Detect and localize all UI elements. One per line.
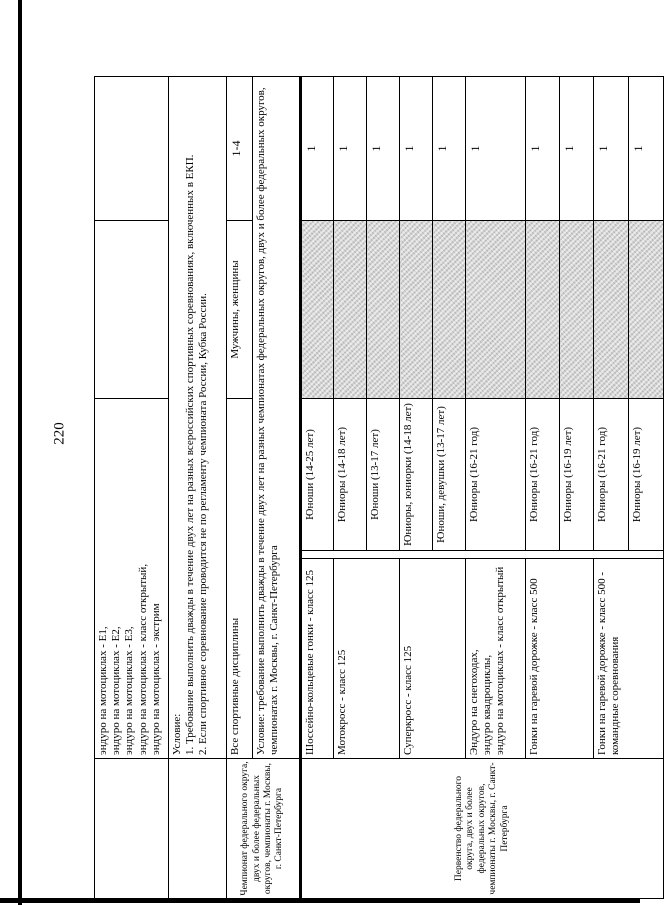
label-cell: [95, 759, 169, 899]
discipline-line: эндуро на мотоциклах - Е3,: [123, 626, 136, 755]
group-cell: Юниоры (16-21 год): [594, 398, 629, 550]
shaded-cell: [594, 220, 629, 398]
discipline-cell: Гонки на гаревой дорожке - класс 500 - командные соревнования: [594, 559, 664, 759]
places-cell: 1: [560, 76, 594, 220]
places-cell: 1: [629, 76, 664, 220]
discipline-cell: Суперкросс - класс 125: [400, 559, 466, 759]
shaded-cell: [334, 220, 367, 398]
championship-label: Чемпионат федерального округа, двух и более федеральных округов, чемпионаты г. Москвы, г. Санкт-Петербурга: [227, 759, 301, 899]
group-cell: Юниоры (16-21 год): [526, 398, 560, 550]
condition-cell: [169, 76, 227, 758]
label-cell: [169, 759, 227, 899]
group-cell: [95, 220, 169, 398]
table-row: [227, 76, 253, 898]
discipline-cell: Шоссейно-кольцевые гонки - класс 125: [301, 559, 334, 759]
group-cell: Мужчины, женщины: [227, 220, 253, 398]
discipline-cell: Все спортивные дисциплины: [227, 398, 253, 758]
group-cell: Юноши, девушки (13-17 лет): [433, 398, 466, 550]
rotated-table-viewport: [94, 77, 651, 899]
discipline-line: Эндуро на снегоходах,: [468, 649, 480, 755]
column-gap: [301, 551, 664, 559]
shaded-cell: [433, 220, 466, 398]
discipline-line: эндуро на мотоциклах - класс открытый,: [136, 563, 149, 755]
table-row: [169, 76, 227, 898]
discipline-line: эндуро на мотоциклах - Е1,: [97, 626, 109, 755]
places-cell: 1: [367, 76, 400, 220]
discipline-line: эндуро на мотоциклах - Е2,: [110, 626, 123, 755]
places-cell: 1: [526, 76, 560, 220]
places-cell: 1: [400, 76, 433, 220]
discipline-line: эндуро на мотоциклах - класс открытый: [494, 566, 507, 755]
condition-cell: Условие: требование выполнить дважды в течение двух лет на разных чемпионатах федеральных округов, двух и более федеральных округов, чемпионатах г. Москвы, г. Санкт-Петербурга: [253, 76, 301, 758]
table-row: [95, 76, 169, 898]
condition-text: 1. Требование выполнить дважды в течение двух лет на разных всероссийских спортивных соревнованиях, включенных в ЕКП.: [184, 154, 197, 755]
discipline-line: эндуро квадроциклы,: [481, 654, 494, 755]
rotated-table-sheet: [94, 77, 651, 899]
places-cell: 1: [334, 76, 367, 220]
shaded-cell: [526, 220, 560, 398]
places-cell: 1-4: [227, 76, 253, 220]
page-number: 220: [51, 422, 68, 445]
discipline-list-cell: [95, 398, 169, 758]
shaded-cell: [301, 220, 334, 398]
first-championship-label: Первенство федерального округа, двух и более федеральных округов, чемпионаты г. Москвы, г. Санкт-Петербурга: [301, 759, 664, 899]
discipline-line: эндуро на мотоциклах - экстрим: [149, 603, 162, 755]
places-cell: 1: [594, 76, 629, 220]
discipline-cell: Гонки на гаревой дорожке - класс 500: [526, 559, 594, 759]
group-cell: Юноши (13-17 лет): [367, 398, 400, 550]
group-cell: Юниоры, юниорки (14-18 лет): [400, 398, 433, 550]
shaded-cell: [629, 220, 664, 398]
sports-category-table: [94, 76, 664, 899]
places-cell: 1: [466, 76, 526, 220]
places-cell: [95, 76, 169, 220]
shaded-cell: [367, 220, 400, 398]
shaded-cell: [466, 220, 526, 398]
shaded-cell: [560, 220, 594, 398]
group-cell: Юниоры (16-21 год): [466, 398, 526, 550]
discipline-cell: [466, 559, 526, 759]
group-cell: Юноши (14-25 лет): [301, 398, 334, 550]
table-row: [301, 76, 334, 898]
group-cell: Юниоры (16-19 лет): [629, 398, 664, 550]
discipline-cell: Мотокросс - класс 125: [334, 559, 400, 759]
left-vertical-bar: [18, 0, 22, 905]
shaded-cell: [400, 220, 433, 398]
group-cell: Юниоры (16-19 лет): [560, 398, 594, 550]
group-cell: Юниоры (14-18 лет): [334, 398, 367, 550]
condition-title: Условие:: [171, 713, 183, 755]
condition-text: 2. Если спортивное соревнование проводится не по регламенту чемпионата России, Кубка России.: [197, 293, 210, 755]
places-cell: 1: [301, 76, 334, 220]
places-cell: 1: [433, 76, 466, 220]
